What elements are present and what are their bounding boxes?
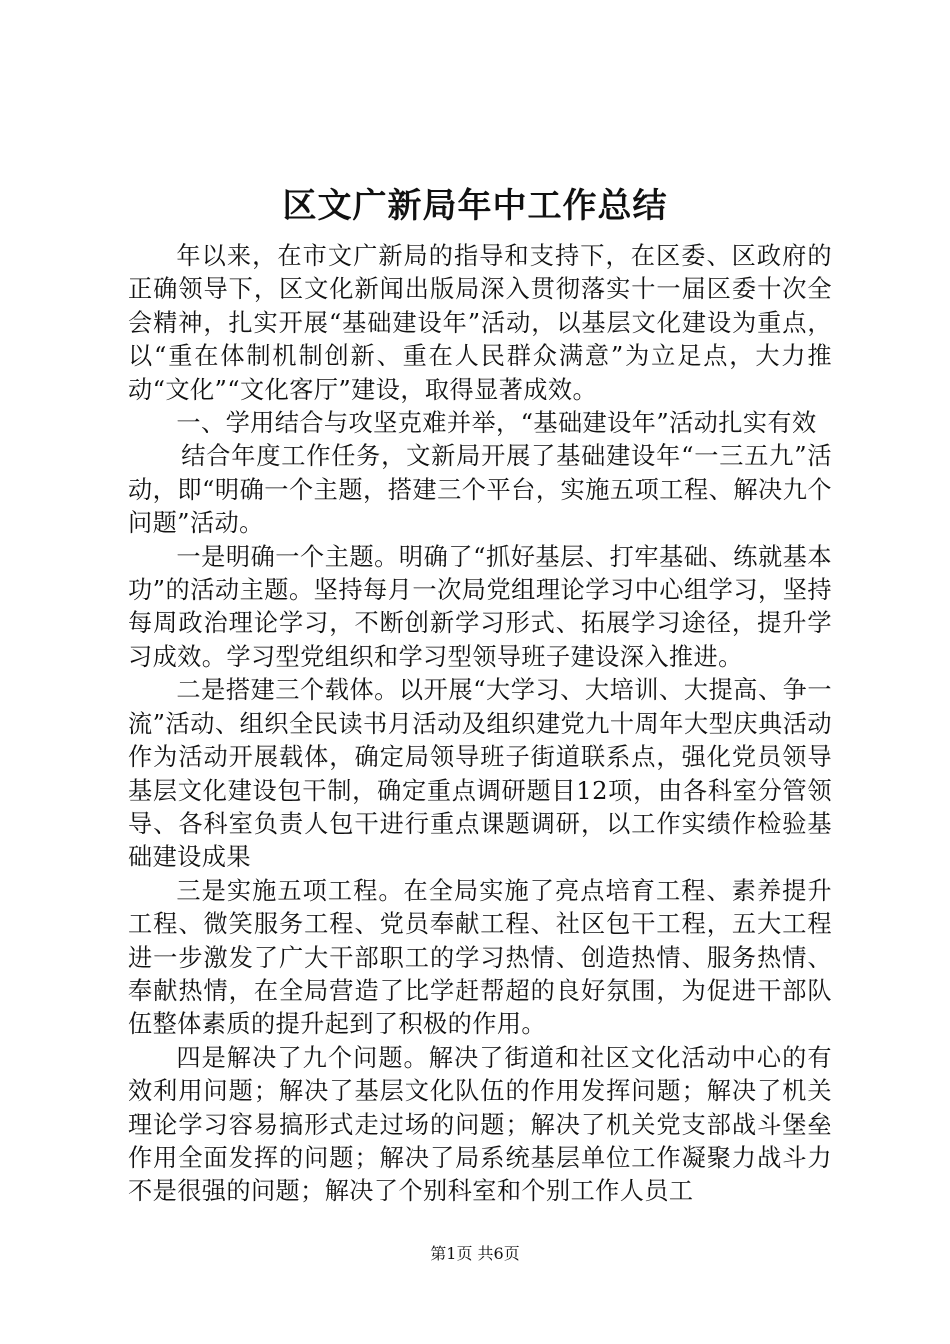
paragraph-item-1: 一是明确一个主题。明确了“抓好基层、打牢基础、练就基本功”的活动主题。坚持每月一次局党组理论学习中心组学习，坚持每周政治理论学习，不断创新学习形式、拓展学习途径，提升学习成效。学习型党组织和学习型领导班子建设深入推进。 <box>128 542 832 671</box>
paragraph-intro: 年以来，在市文广新局的指导和支持下，在区委、区政府的正确领导下，区文化新闻出版局深入贯彻落实十一届区委十次全会精神，扎实开展“基础建设年”活动，以基层文化建设为重点，以“重在体制机制创新、重在人民群众满意”为立足点，大力推动“文化”“文化客厅”建设，取得显著成效。 <box>128 242 832 404</box>
document-body <box>128 240 832 1209</box>
document-title: 区文广新局年中工作总结 <box>282 186 668 226</box>
section-heading-1: 一、学用结合与攻坚克难并举，“基础建设年”活动扎实有效 <box>176 409 817 438</box>
paragraph-item-3: 三是实施五项工程。在全局实施了亮点培育工程、素养提升工程、微笑服务工程、党员奉献工程、社区包干工程，五大工程进一步激发了广大干部职工的学习热情、创造热情、服务热情、奉献热情，在全局营造了比学赶帮超的良好氛围，为促进干部队伍整体素质的提升起到了积极的作用。 <box>128 876 832 1039</box>
paragraph-item-4: 四是解决了九个问题。解决了街道和社区文化活动中心的有效利用问题；解决了基层文化队伍的作用发挥问题；解决了机关理论学习容易搞形式走过场的问题；解决了机关党支部战斗堡垒作用全面发挥的问题；解决了局系统基层单位工作凝聚力战斗力不是很强的问题；解决了个别科室和个别工作人员工 <box>128 1043 832 1206</box>
page-number-footer: 第1页 共6页 <box>430 1244 520 1263</box>
paragraph-item-2: 二是搭建三个载体。以开展“大学习、大培训、大提高、争一流”活动、组织全民读书月活动及组织建党九十周年大型庆典活动作为活动开展载体，确定局领导班子街道联系点，强化党员领导基层文化建设包干制，确定重点调研题目12项，由各科室分管领导、各科室负责人包干进行重点课题调研，以工作实绩作检验基础建设成果 <box>128 676 832 872</box>
paragraph-overview: 结合年度工作任务，文新局开展了基础建设年“一三五九”活动，即“明确一个主题，搭建三个平台，实施五项工程、解决九个问题”活动。 <box>128 442 832 538</box>
